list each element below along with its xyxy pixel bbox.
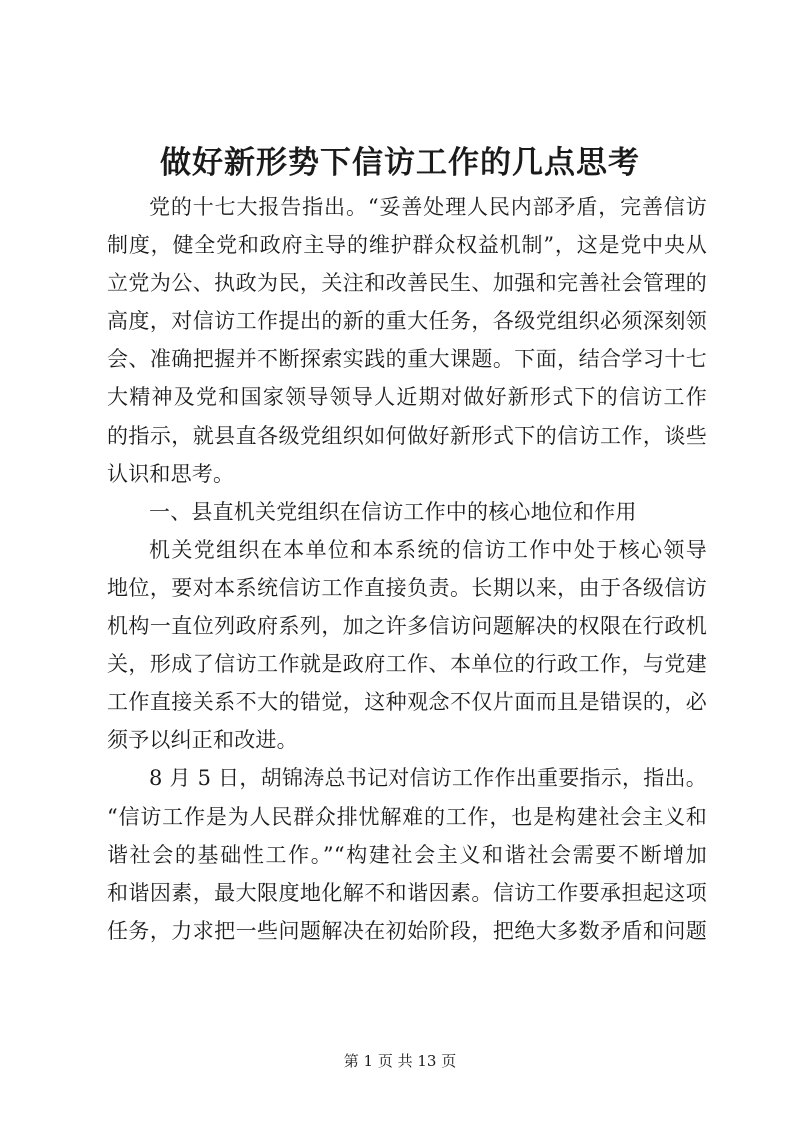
page-footer: 第 1 页 共 13 页 bbox=[343, 1052, 457, 1070]
text-line: 任务，力求把一些问题解决在初始阶段，把绝大多数矛盾和问题 bbox=[107, 918, 707, 943]
text-line: “信访工作是为人民群众排忧解难的工作，也是构建社会主义和 bbox=[107, 804, 707, 829]
text-line: 8 月 5 日，胡锦涛总书记对信访工作作出重要指示，指出。 bbox=[149, 766, 707, 791]
text-line: 的指示，就县直各级党组织如何做好新形式下的信访工作，谈些 bbox=[107, 423, 707, 448]
text-line: 立党为公、执政为民，关注和改善民生、加强和完善社会管理的 bbox=[107, 271, 707, 296]
text-line: 谐社会的基础性工作。”“构建社会主义和谐社会需要不断增加 bbox=[107, 842, 707, 867]
text-line: 认识和思考。 bbox=[107, 461, 235, 486]
text-line: 会、准确把握并不断探索实践的重大课题。下面，结合学习十七 bbox=[107, 347, 707, 372]
text-line: 一、县直机关党组织在信访工作中的核心地位和作用 bbox=[149, 499, 637, 524]
text-line: 须予以纠正和改进。 bbox=[107, 728, 298, 753]
text-line: 高度，对信访工作提出的新的重大任务，各级党组织必须深刻领 bbox=[107, 309, 707, 334]
text-line: 工作直接关系不大的错觉，这种观念不仅片面而且是错误的，必 bbox=[107, 690, 707, 715]
text-line: 制度，健全党和政府主导的维护群众权益机制”，这是党中央从 bbox=[107, 233, 707, 258]
document-title: 做好新形势下信访工作的几点思考 bbox=[160, 145, 640, 181]
text-line: 党的十七大报告指出。“妥善处理人民内部矛盾，完善信访 bbox=[149, 195, 707, 219]
text-line: 关，形成了信访工作就是政府工作、本单位的行政工作，与党建 bbox=[107, 652, 707, 677]
text-line: 和谐因素，最大限度地化解不和谐因素。信访工作要承担起这项 bbox=[107, 880, 707, 905]
text-line: 地位，要对本系统信访工作直接负责。长期以来，由于各级信访 bbox=[107, 575, 707, 600]
document-body bbox=[107, 188, 707, 950]
text-line: 机关党组织在本单位和本系统的信访工作中处于核心领导 bbox=[149, 537, 707, 562]
text-line: 大精神及党和国家领导领导人近期对做好新形式下的信访工作 bbox=[107, 385, 707, 410]
text-line: 机构一直位列政府系列，加之许多信访问题解决的权限在行政机 bbox=[107, 614, 707, 639]
